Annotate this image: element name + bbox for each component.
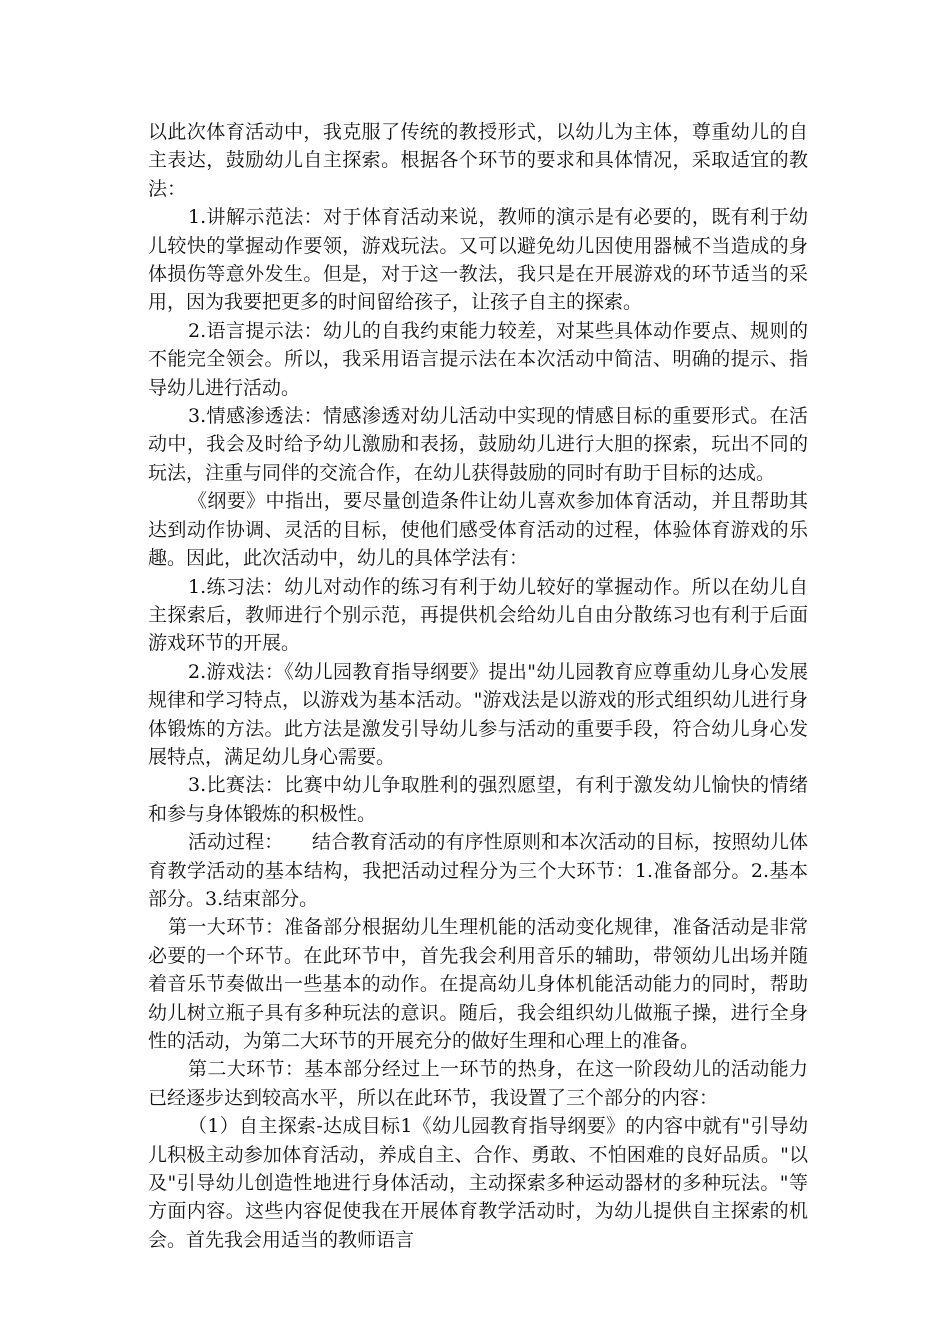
paragraph-intro: 以此次体育活动中，我克服了传统的教授形式，以幼儿为主体，尊重幼儿的自主表达，鼓励幼儿自主探索。根据各个环节的要求和具体情况，采取适宜的教法： [148, 121, 808, 200]
paragraph-learning-method-2: 2.游戏法：《幼儿园教育指导纲要》提出"幼儿园教育应尊重幼儿身心发展规律和学习特点，以游戏为基本活动。"游戏法是以游戏的形式组织幼儿进行身体锻炼的方法。此方法是激发引导幼儿参与活动的重要手段，符合幼儿身心发展特点，满足幼儿身心需要。 [148, 660, 808, 768]
paragraph-stage-2-part-1: （1）自主探索-达成目标1《幼儿园教育指导纲要》的内容中就有"引导幼儿积极主动参加体育活动，养成自主、合作、勇敢、不怕困难的良好品质。"以及"引导幼儿创造性地进行身体活动，主动探索多种运动器材的多种玩法。"等方面内容。这些内容促使我在开展体育教学活动时，为幼儿提供自主探索的机会。首先我会用适当的教师语言 [148, 1115, 808, 1251]
paragraph-teaching-method-2: 2.语言提示法：幼儿的自我约束能力较差，对某些具体动作要点、规则的不能完全领会。所以，我采用语言提示法在本次活动中简洁、明确的提示、指导幼儿进行活动。 [148, 319, 808, 399]
paragraph-learning-method-3: 3.比赛法：比赛中幼儿争取胜利的强烈愿望，有利于激发幼儿愉快的情绪和参与身体锻炼的积极性。 [148, 774, 808, 825]
paragraph-stage-1: 第一大环节：准备部分根据幼儿生理机能的活动变化规律，准备活动是非常必要的一个环节。在此环节中，首先我会利用音乐的辅助，带领幼儿出场并随着音乐节奏做出一些基本的动作。在提高幼儿身体机能活动能力的同时，帮助幼儿树立瓶子具有多种玩法的意识。随后，我会组织幼儿做瓶子操，进行全身性的活动，为第二大环节的开展充分的做好生理和心理上的准备。 [148, 916, 808, 1052]
paragraph-activity-process: 活动过程： 结合教育活动的有序性原则和本次活动的目标，按照幼儿体育教学活动的基本结构，我把活动过程分为三个大环节：1.准备部分。2.基本部分。3.结束部分。 [148, 831, 808, 910]
paragraph-teaching-method-1: 1.讲解示范法：对于体育活动来说，教师的演示是有必要的，既有利于幼儿较快的掌握动作要领，游戏玩法。又可以避免幼儿因使用器械不当造成的身体损伤等意外发生。但是，对于这一教法，我只是在开展游戏的环节适当的采用，因为我要把更多的时间留给孩子，让孩子自主的探索。 [148, 206, 808, 314]
document-body [148, 118, 808, 1254]
paragraph-teaching-method-3: 3.情感渗透法：情感渗透对幼儿活动中实现的情感目标的重要形式。在活动中，我会及时给予幼儿激励和表扬，鼓励幼儿进行大胆的探索，玩出不同的玩法，注重与同伴的交流合作，在幼儿获得鼓励的同时有助于目标的达成。 [148, 405, 808, 484]
paragraph-learning-method-1: 1.练习法：幼儿对动作的练习有利于幼儿较好的掌握动作。所以在幼儿自主探索后，教师进行个别示范，再提供机会给幼儿自由分散练习也有利于后面游戏环节的开展。 [148, 575, 808, 655]
paragraph-outline-guidance: 《纲要》中指出，要尽量创造条件让幼儿喜欢参加体育活动，并且帮助其达到动作协调、灵活的目标，使他们感受体育活动的过程，体验体育游戏的乐趣。因此，此次活动中，幼儿的具体学法有： [148, 490, 808, 570]
paragraph-stage-2: 第二大环节：基本部分经过上一环节的热身，在这一阶段幼儿的活动能力已经逐步达到较高水平，所以在此环节，我设置了三个部分的内容： [148, 1058, 808, 1109]
